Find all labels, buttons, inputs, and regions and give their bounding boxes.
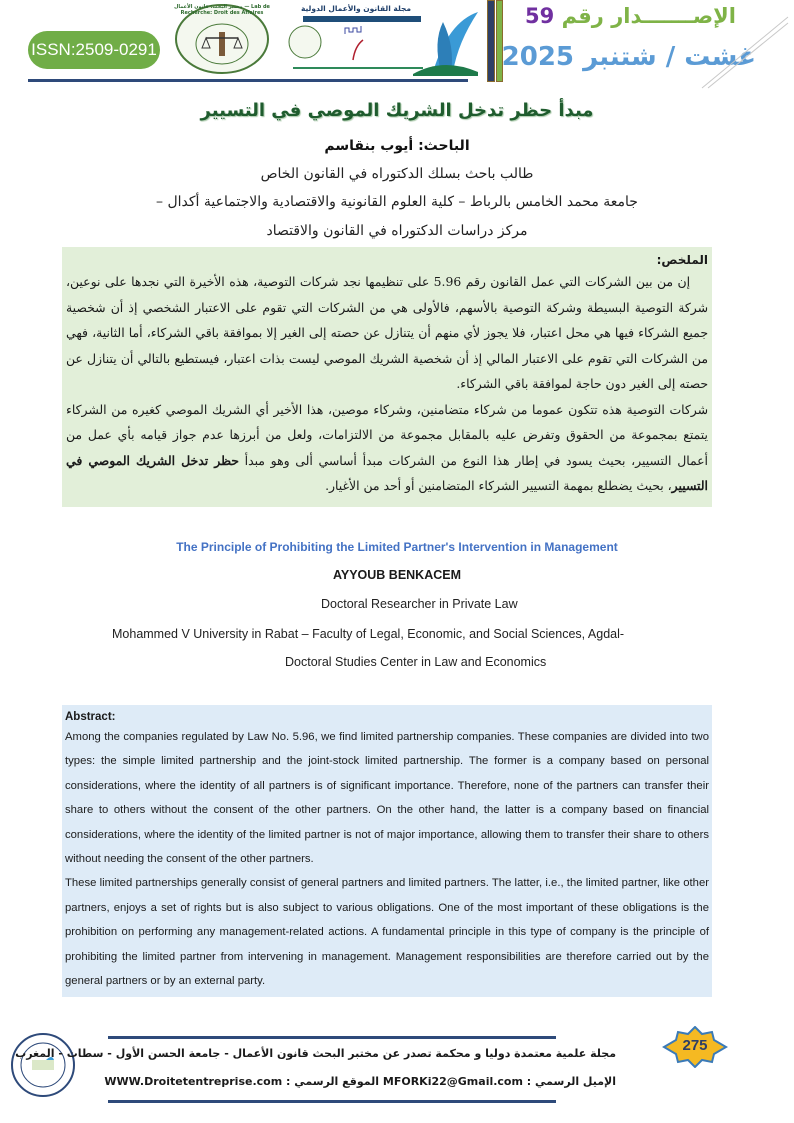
- english-abstract-paragraph-2: These limited partnerships generally consist of general partners and limited partners. The latter, i.e., the limited partner, like other partners, enjoys a set of rights but is also subject to various obligations. One of the most important of these obligations is the prohibition on performing any management-related actions. A fundamental principle in this type of company is the principle of prohibiting the limited partner from intervening in management. Management responsibilities are therefore carried out by the general partners or by an external party.: [65, 877, 709, 988]
- arabic-abstract-p2-end: ، بحيث يضطلع بمهمة التسيير الشركاء المتضامنين أو أحد من الأغيار.: [325, 478, 672, 493]
- english-author: AYYOUB BENKACEM: [332, 568, 462, 582]
- issue-label: الإصـــــــدار رقم: [561, 4, 736, 28]
- english-abstract-flow: [65, 709, 709, 993]
- journal-logo: [283, 2, 483, 76]
- lab-seal-text: مختبر البحث: قانون الأعمال — Lab de Recherche: Droit des Affaires: [174, 4, 270, 16]
- english-position: Doctoral Researcher in Private Law: [321, 597, 518, 611]
- decorative-diagonal: [700, 15, 790, 90]
- arabic-center: مركز دراسات الدكتوراه في القانون والاقتصاد: [266, 223, 528, 239]
- english-abstract-box: [62, 705, 712, 997]
- english-university: Mohammed V University in Rabat – Faculty of Legal, Economic, and Social Sciences, Agdal-: [112, 627, 625, 641]
- header-divider-blue: [487, 0, 495, 82]
- footer-contact: [104, 1075, 616, 1088]
- arabic-title: مبدأ حظر تدخل الشريك الموصي في التسيير: [200, 100, 594, 121]
- page-number: 275: [682, 1037, 708, 1054]
- arabic-abstract-label: الملخص:: [656, 253, 708, 267]
- arabic-abstract-paragraph-2: [66, 397, 708, 499]
- issue-date: غشت / شتنبر 2025: [501, 42, 756, 72]
- footer-description: مجلة علمية معتمدة دوليا و محكمة تصدر عن مختبر البحث قانون الأعمال - جامعة الحسن الأول - سطات - المغرب: [15, 1047, 616, 1060]
- arabic-abstract-p2-start: شركات التوصية هذه تتكون عموما من شركاء متضامنين، وشركاء موصين، هذا الأخير أي الشريك الموصي كغيره من الشركاء يتمتع بمجموعة من الحقوق وتفرض عليه بالمقابل مجموعة من الالتزامات، ولعل من أبرزها عدم جواز قيامه بأي عمل من أعمال التسيير، بحيث يسود في إطار هذا النوع من الشركات مبدأ أساسي ألى وهو مبدأ: [66, 401, 708, 468]
- issue-number-value: 59: [525, 4, 555, 28]
- email-link[interactable]: MFORKi22@Gmail.com: [382, 1075, 523, 1088]
- arabic-abstract-p2-bold: حظر تدخل الشريك الموصي في التسيير: [66, 452, 708, 493]
- arabic-university: جامعة محمد الخامس بالرباط – كلية العلوم القانونية والاقتصادية والاجتماعية أكدال –: [156, 194, 638, 210]
- english-title: The Principle of Prohibiting the Limited Partner's Intervention in Management: [176, 540, 618, 554]
- website-link[interactable]: WWW.Droitetentreprise.com: [104, 1075, 283, 1088]
- email-label: الإميل الرسمي :: [526, 1075, 616, 1088]
- website-label: الموقع الرسمي :: [286, 1075, 380, 1088]
- english-center: Doctoral Studies Center in Law and Economics: [285, 655, 547, 669]
- footer-rule-bottom: [108, 1100, 556, 1103]
- arabic-author: الباحث: أيوب بنقاسم: [324, 138, 470, 154]
- english-abstract-label: Abstract:: [65, 711, 116, 723]
- page-number-badge: [660, 1026, 730, 1068]
- arabic-abstract-box: [62, 247, 712, 507]
- journal-logo-title: مجلة القانون والأعمال الدولية: [300, 4, 412, 13]
- arabic-abstract-paragraph-1: إن من بين الشركات التي عمل القانون رقم 5.96 على تنظيمها نجد شركات التوصية، هذه الأخيرة التي نجدها على نوعين، شركة التوصية البسيطة وشركة التوصية بالأسهم، فالأولى هي من الشركات التي تقوم على الاعتبار الشخصي إذ أن شخصية جميع الشركاء فيها هي محل اعتبار، فلا يجوز لأي منهم أن يتنازل عن حصته إلى الغير إلا بموافقة باقي الشركاء، أما الثانية، فهي من الشركات التي تقوم على الاعتبار المالي إذ أن شخصية الشريك الموصي ليست بذات اعتبار، فيستطيع بالتالي أن يتنازل عن حصته إلى الغير دون حاجة لموافقة باقي الشركاء.: [66, 274, 708, 391]
- issn-badge: ISSN:2509-0291: [28, 31, 160, 69]
- header-rule: [28, 79, 468, 82]
- footer-rule-top: [108, 1036, 556, 1039]
- director-stamp: [10, 1032, 76, 1098]
- arabic-abstract-flow: [66, 251, 708, 499]
- arabic-position: طالب باحث بسلك الدكتوراه في القانون الخاص: [260, 166, 534, 182]
- english-abstract-paragraph-1: Among the companies regulated by Law No. 5.96, we find limited partnership companies. These companies are divided into two types: the simple limited partnership and the joint-stock limited partnership. The former is a company based on personal considerations, where the identity of all partners is of significant importance. Therefore, none of the partners can transfer their share to others without the consent of the other partners. On the other hand, the latter is a company based on financial considerations, where the identity of the limited partner is not of major importance, allowing them to transfer their share to others without needing the consent of the other partners.: [65, 731, 709, 866]
